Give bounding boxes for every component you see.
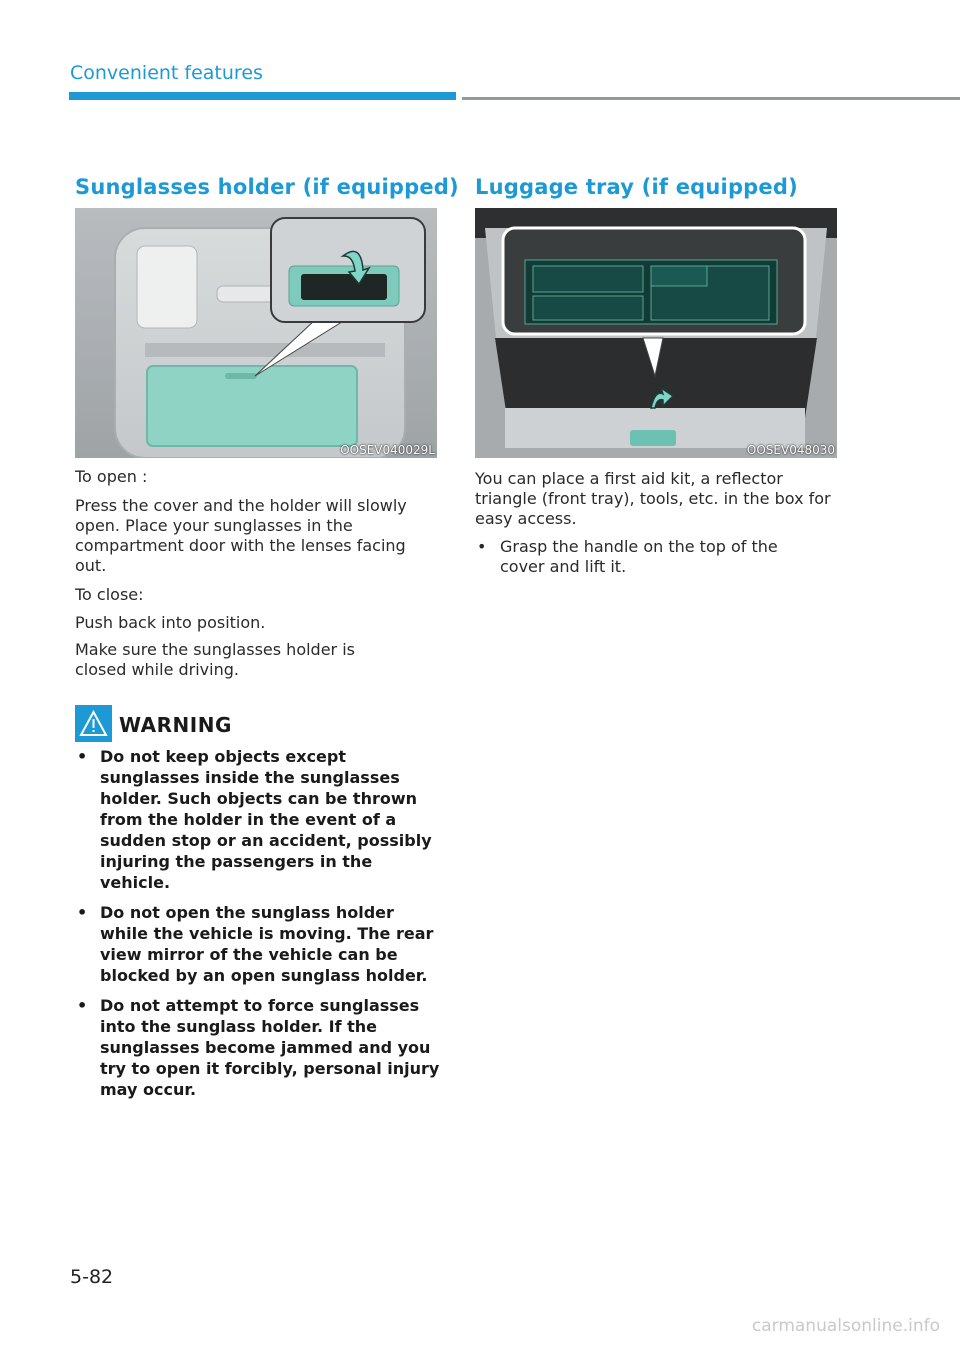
warning-item: • Do not attempt to force sunglasses into the sunglass holder. If the sunglasses become jammed and you try to open it forcibly, personal injury may occur. xyxy=(75,995,440,1100)
warning-header xyxy=(75,705,435,745)
open-instructions: Press the cover and the holder will slowly open. Place your sunglasses in the compartment door with the lenses facing out. xyxy=(75,496,407,575)
figure-code: OOSEV040029L xyxy=(340,443,435,457)
sunglasses-holder-figure xyxy=(75,208,437,458)
luggage-tray-description: You can place a first aid kit, a reflector triangle (front tray), tools, etc. in the box for easy access. xyxy=(475,469,831,528)
header-accent-bar xyxy=(69,92,456,100)
section-title: Convenient features xyxy=(70,62,263,84)
warning-item: • Do not keep objects except sunglasses inside the sunglasses holder. Such objects can be thrown from the holder in the event of a sudden stop or an accident, possibly injuring the passengers in the vehicle. xyxy=(75,746,440,893)
luggage-tray-steps xyxy=(475,537,820,577)
warning-item: • Do not open the sunglass holder while the vehicle is moving. The rear view mirror of the vehicle can be blocked by an open sunglass holder. xyxy=(75,902,440,986)
header-rule xyxy=(462,97,960,100)
figure-code: OOSEV048030 xyxy=(746,443,835,457)
close-label: To close: xyxy=(75,585,144,604)
page-number: 5-82 xyxy=(70,1266,114,1288)
close-instructions: Push back into position. xyxy=(75,613,266,632)
luggage-tray-figure xyxy=(475,208,837,458)
closed-while-driving-note: Make sure the sunglasses holder is closed while driving. xyxy=(75,640,355,679)
warning-label: WARNING xyxy=(119,713,232,737)
sunglasses-heading: Sunglasses holder (if equipped) xyxy=(75,175,459,199)
warning-list xyxy=(75,746,440,1109)
open-label: To open : xyxy=(75,467,148,486)
watermark: carmanualsonline.info xyxy=(751,1316,940,1336)
warning-triangle-icon xyxy=(75,705,112,742)
luggage-tray-heading: Luggage tray (if equipped) xyxy=(475,175,798,199)
list-item: • Grasp the handle on the top of the cover and lift it. xyxy=(475,537,820,577)
